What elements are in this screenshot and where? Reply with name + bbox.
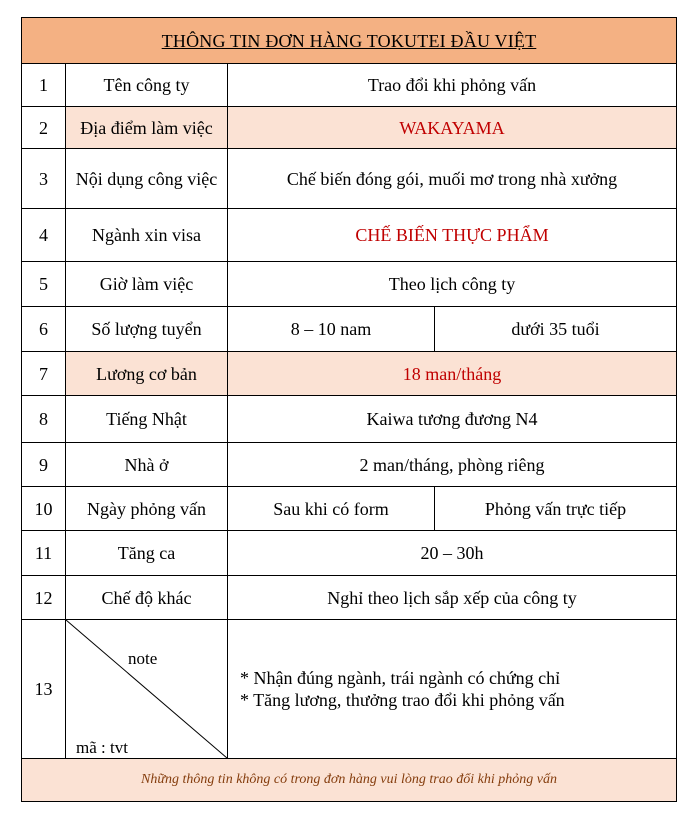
row-number: 4 [21, 209, 66, 261]
row-number: 9 [21, 443, 66, 486]
row-label-housing: Nhà ở [66, 443, 228, 486]
row-number: 1 [21, 64, 66, 106]
row-value-notes [228, 620, 677, 758]
diagonal-code-label: mã : tvt [76, 738, 128, 757]
row-value-other-policy: Nghỉ theo lịch sắp xếp của công ty [228, 576, 677, 619]
row-number: 8 [21, 396, 66, 442]
table-row [21, 261, 677, 306]
table-row [21, 442, 677, 486]
row-value-interview-date: Sau khi có form [228, 487, 435, 530]
diagonal-cell [66, 620, 228, 758]
table-title: THÔNG TIN ĐƠN HÀNG TOKUTEI ĐẦU VIỆT [161, 30, 537, 51]
row-number: 7 [21, 352, 66, 395]
table-row [21, 148, 677, 208]
table-row [21, 530, 677, 575]
table-row [21, 619, 677, 758]
row-value-salary: 18 man/tháng [228, 352, 677, 395]
row-label-headcount: Số lượng tuyển [66, 307, 228, 351]
table-title-row [21, 17, 677, 63]
diagonal-note-label: note [128, 649, 158, 668]
row-value-visa: CHẾ BIẾN THỰC PHẨM [228, 209, 677, 261]
note-line: * Nhận đúng ngành, trái ngành có chứng chỉ [240, 668, 561, 688]
row-value-job-content: Chế biến đóng gói, muối mơ trong nhà xưởng [228, 149, 677, 208]
table-row [21, 486, 677, 530]
row-label-japanese: Tiếng Nhật [66, 396, 228, 442]
row-label-interview-date: Ngày phỏng vấn [66, 487, 228, 530]
table-row [21, 395, 677, 442]
row-label-salary: Lương cơ bản [66, 352, 228, 395]
row-label-location: Địa điểm làm việc [66, 107, 228, 148]
row-number: 12 [21, 576, 66, 619]
table-row [21, 351, 677, 395]
row-number: 2 [21, 107, 66, 148]
note-line: * Tăng lương, thưởng trao đổi khi phỏng vấn [240, 690, 565, 710]
table-row [21, 208, 677, 261]
row-label-overtime: Tăng ca [66, 531, 228, 575]
row-value-location: WAKAYAMA [228, 107, 677, 148]
row-number: 5 [21, 262, 66, 306]
footer-note: Những thông tin không có trong đơn hàng vui lòng trao đổi khi phỏng vấn [141, 772, 557, 787]
row-value-company: Trao đổi khi phỏng vấn [228, 64, 677, 106]
row-value-interview-type: Phỏng vấn trực tiếp [435, 487, 677, 530]
row-label-job-content: Nội dụng công việc [66, 149, 228, 208]
row-value-age: dưới 35 tuổi [435, 307, 677, 351]
row-label-hours: Giờ làm việc [66, 262, 228, 306]
table-row [21, 106, 677, 148]
row-label-company: Tên công ty [66, 64, 228, 106]
row-value-headcount: 8 – 10 nam [228, 307, 435, 351]
row-value-housing: 2 man/tháng, phòng riêng [228, 443, 677, 486]
row-label-other-policy: Chế độ khác [66, 576, 228, 619]
row-number: 10 [21, 487, 66, 530]
row-value-japanese: Kaiwa tương đương N4 [228, 396, 677, 442]
row-label-visa: Ngành xin visa [66, 209, 228, 261]
order-info-table [21, 17, 677, 802]
row-value-overtime: 20 – 30h [228, 531, 677, 575]
table-row [21, 575, 677, 619]
row-number: 11 [21, 531, 66, 575]
row-value-hours: Theo lịch công ty [228, 262, 677, 306]
row-number: 6 [21, 307, 66, 351]
row-number: 13 [21, 620, 66, 758]
table-row [21, 63, 677, 106]
row-number: 3 [21, 149, 66, 208]
table-row [21, 306, 677, 351]
table-footer-row [21, 758, 677, 802]
